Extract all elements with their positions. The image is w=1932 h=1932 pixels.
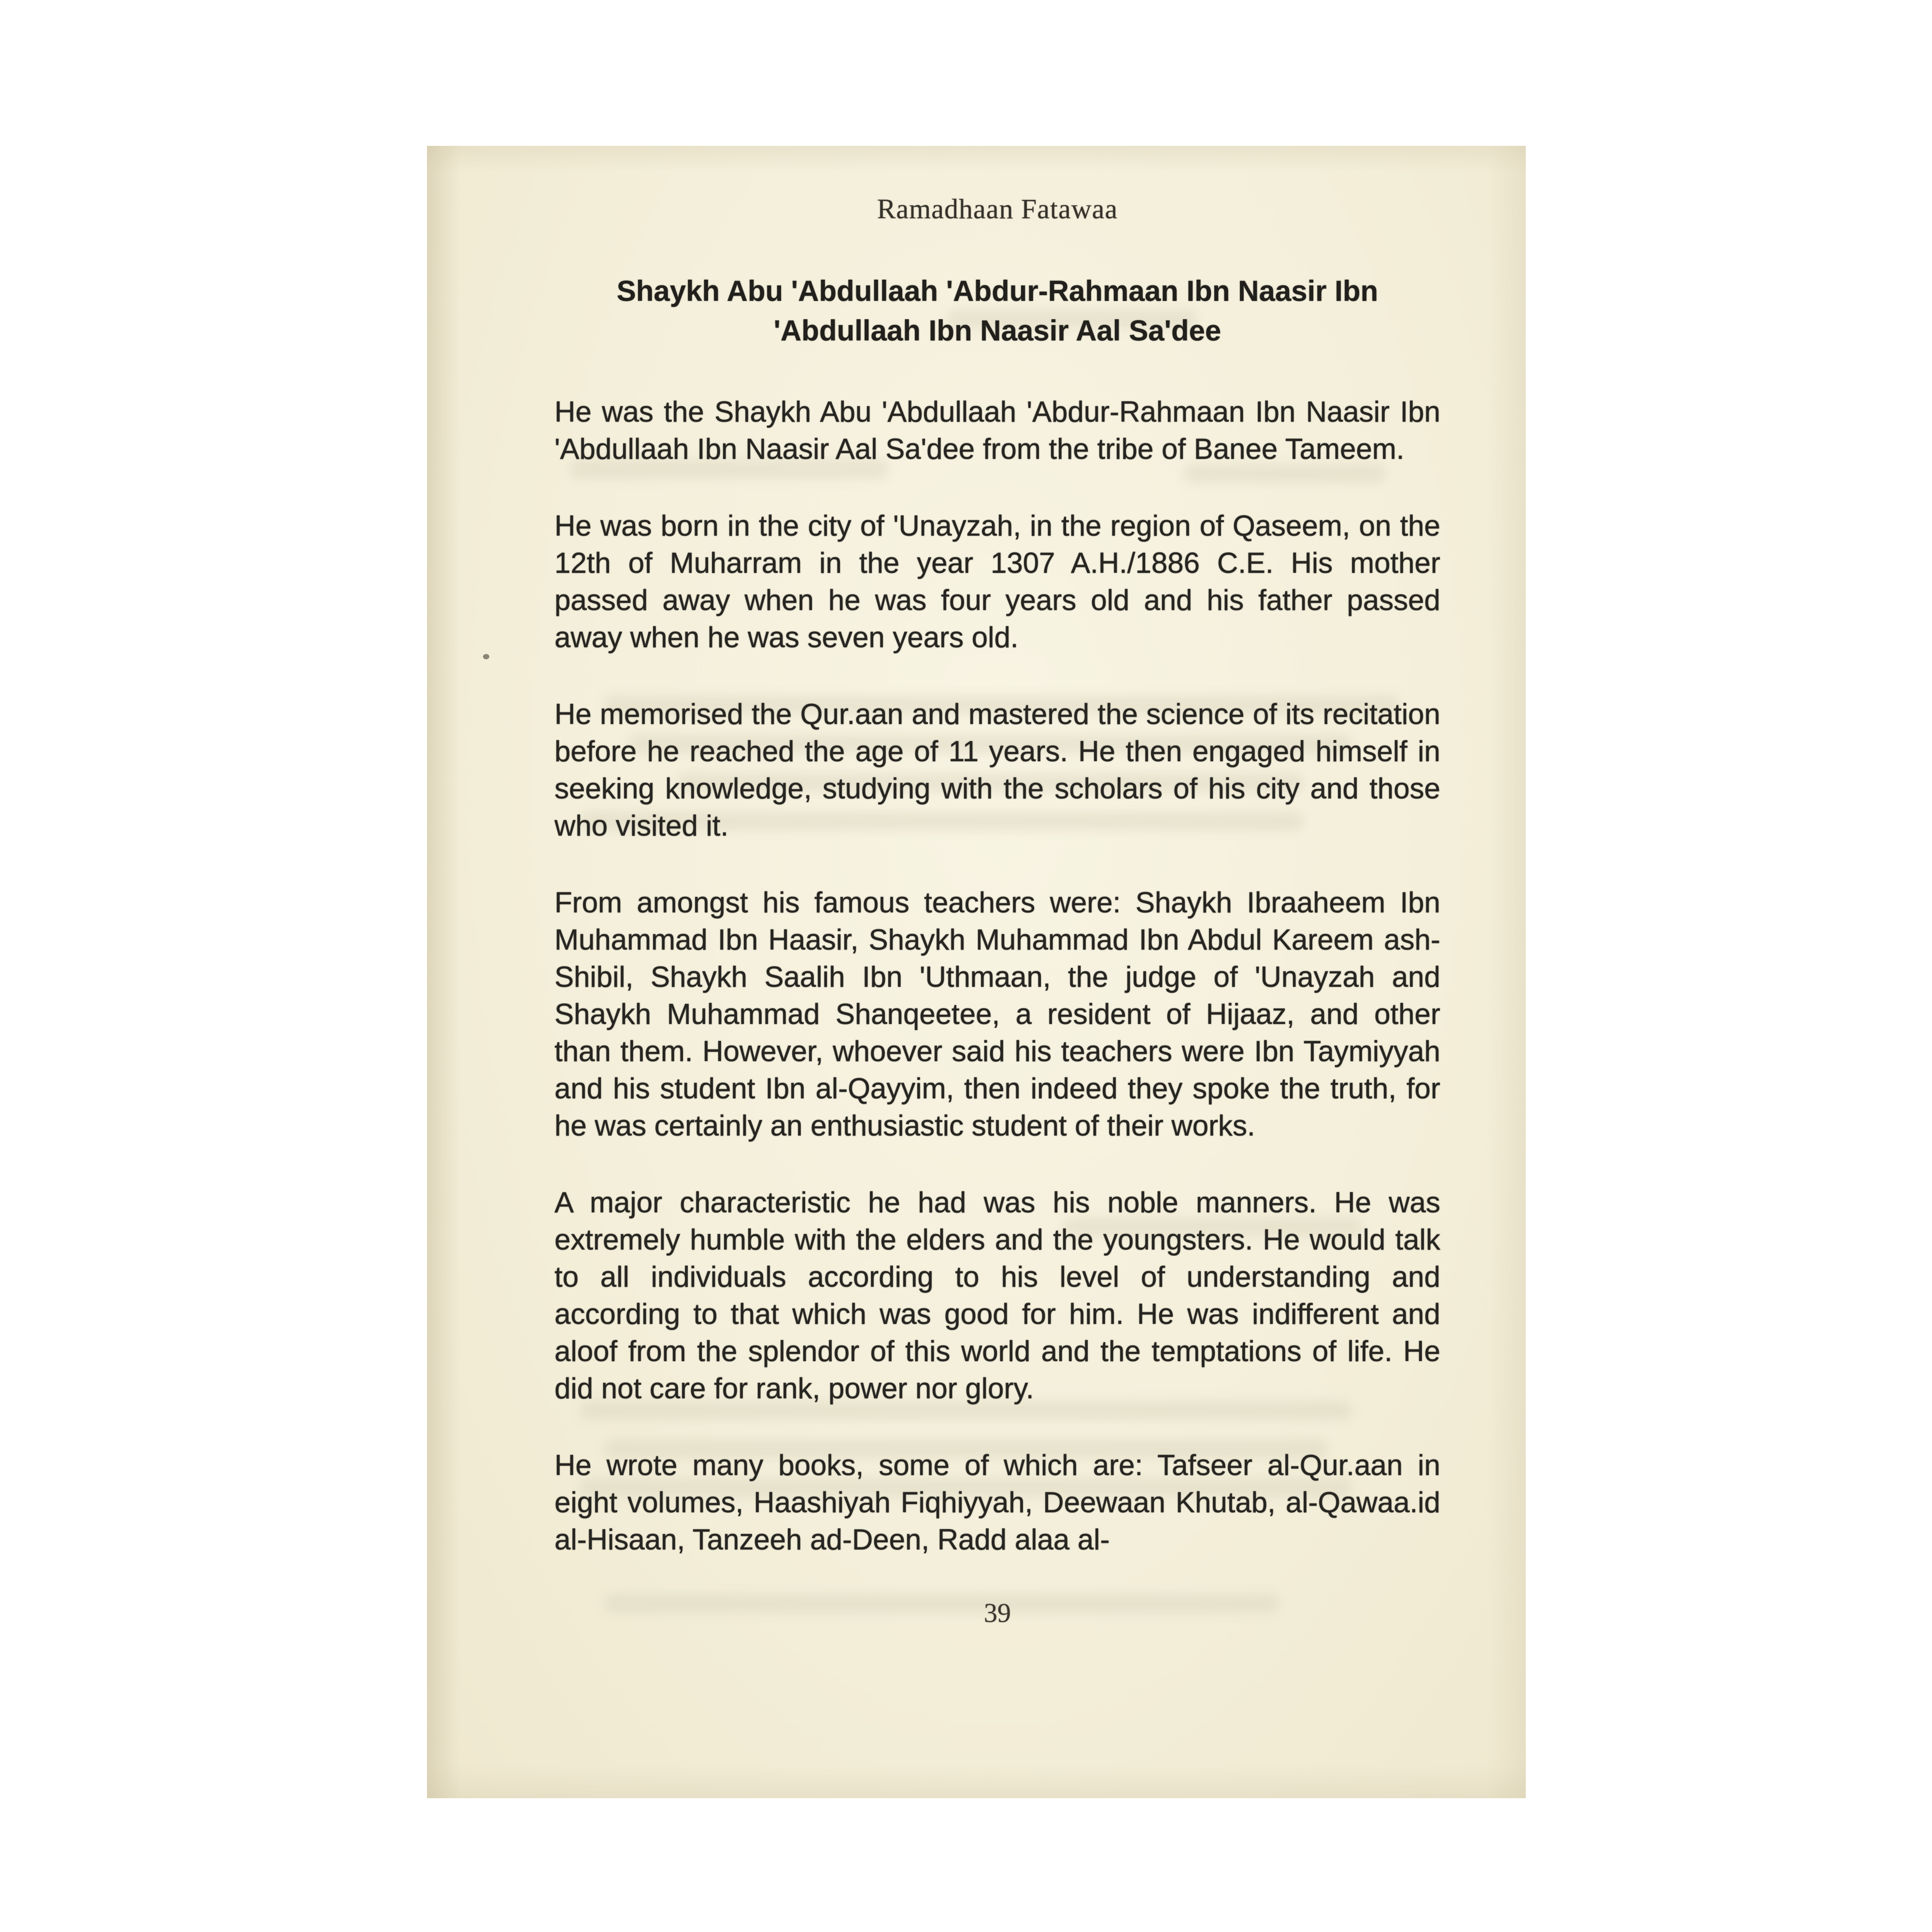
body-text: [554, 393, 1440, 1558]
chapter-heading-line-1: Shaykh Abu 'Abdullaah 'Abdur-Rahmaan Ibn Naasir Ibn: [616, 275, 1378, 307]
page-content: [554, 146, 1440, 1629]
chapter-heading: [554, 271, 1440, 351]
paragraph: From amongst his famous teachers were: Shaykh Ibraaheem Ibn Muhammad Ibn Haasir, Shaykh Muhammad Ibn Abdul Kareem ash-Shibil, Shaykh Saalih Ibn 'Uthmaan, the judge of 'Unayzah and Shaykh Muhammad Shanqeetee, a resident of Hijaaz, and other than them. However, whoever said his teachers were Ibn Taymiyyah and his student Ibn al-Qayyim, then indeed they spoke the truth, for he was certainly an enthusiastic student of their works.: [554, 886, 1440, 1142]
running-header: Ramadhaan Fatawaa: [877, 193, 1118, 225]
paragraph: He was the Shaykh Abu 'Abdullaah 'Abdur-Rahmaan Ibn Naasir Ibn 'Abdullaah Ibn Naasir Aal Sa'dee from the tribe of Banee Tameem.: [554, 396, 1440, 465]
paragraph: A major characteristic he had was his noble manners. He was extremely humble with the elders and the youngsters. He would talk to all individuals according to his level of understanding and according to that which was good for him. He was indifferent and aloof from the splendor of this world and the temptations of life. He did not care for rank, power nor glory.: [554, 1186, 1440, 1405]
paragraph: He was born in the city of 'Unayzah, in the region of Qaseem, on the 12th of Muharram in the year 1307 A.H./1886 C.E. His mother passed away when he was four years old and his father passed away when he was seven years old.: [554, 510, 1440, 653]
page-number: 39: [984, 1598, 1011, 1628]
ink-speck: [483, 654, 489, 659]
paragraph: He memorised the Qur.aan and mastered the science of its recitation before he reached the age of 11 years. He then engaged himself in seeking knowledge, studying with the scholars of his city and those who visited it.: [554, 698, 1440, 842]
scanned-page: [427, 146, 1526, 1798]
paragraph: He wrote many books, some of which are: Tafseer al-Qur.aan in eight volumes, Haashiyah Fiqhiyyah, Deewaan Khutab, al-Qawaa.id al-Hisaan, Tanzeeh ad-Deen, Radd alaa al-: [554, 1449, 1440, 1556]
chapter-heading-line-2: 'Abdullaah Ibn Naasir Aal Sa'dee: [773, 314, 1222, 347]
